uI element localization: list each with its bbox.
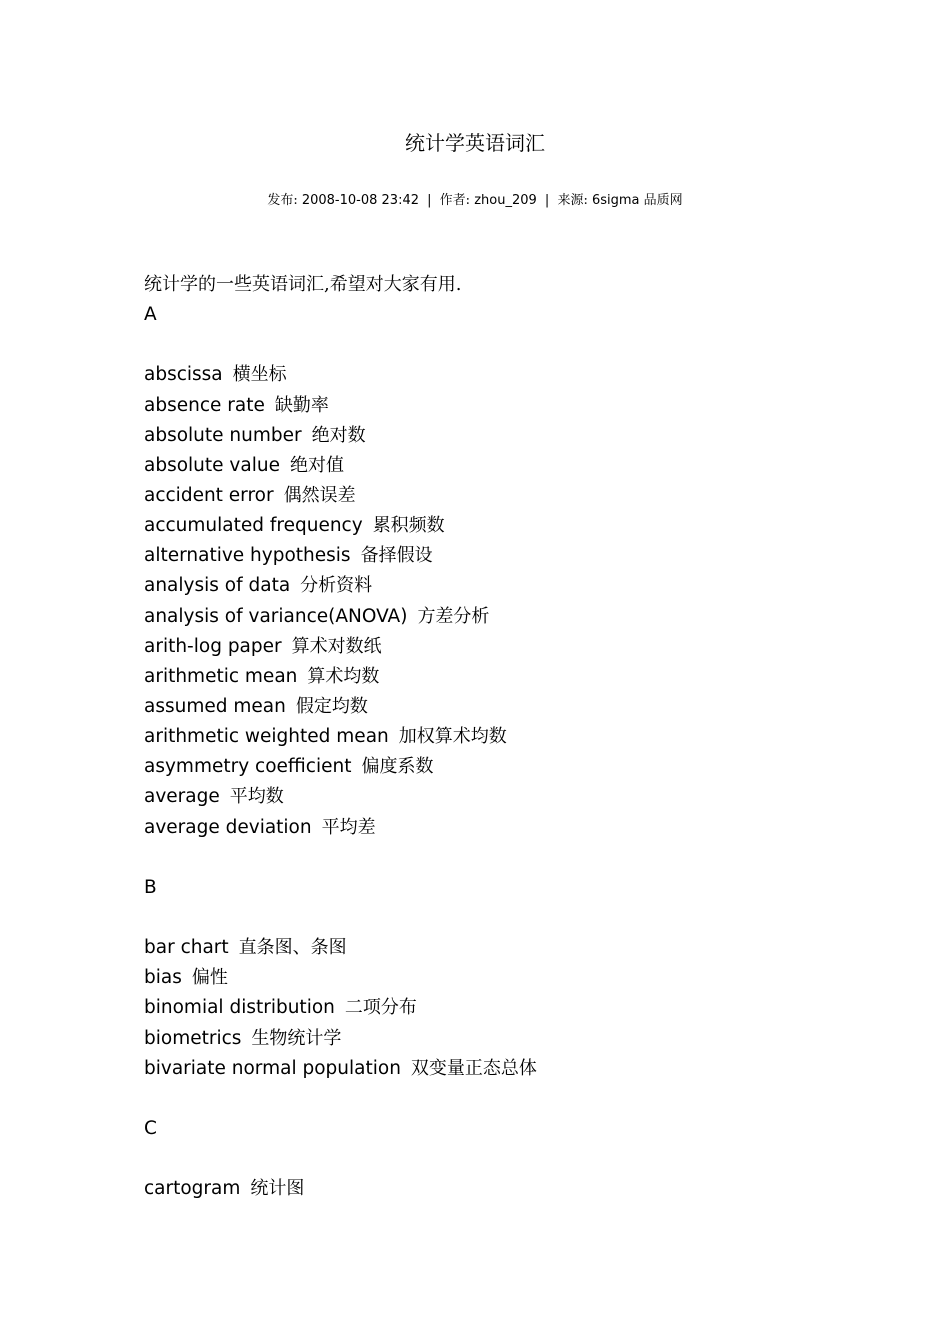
meta-separator: | [427,193,432,208]
glossary-entry [144,391,904,421]
source-label: 来源: [557,193,588,208]
term-chinese: 偏度系数 [361,756,434,778]
page-title: 统计学英语词汇 [405,131,545,155]
term-chinese: 备择假设 [360,545,433,567]
spacer [144,330,904,360]
term-chinese: 二项分布 [344,997,417,1019]
glossary-body [144,270,904,1204]
term-chinese: 绝对值 [289,454,344,476]
glossary-entry [144,752,904,782]
glossary-entry [144,692,904,722]
term-english: cartogram [144,1178,241,1200]
term-chinese: 分析资料 [300,575,373,597]
term-english: asymmetry coefficient [144,756,352,778]
term-english: analysis of variance(ANOVA) [144,605,408,627]
term-chinese: 绝对数 [311,424,366,446]
term-english: arith-log paper [144,635,282,657]
term-chinese: 生物统计学 [251,1027,342,1049]
source-suffix: 品质网 [643,193,683,208]
spacer [144,903,904,933]
term-chinese: 统计图 [250,1178,305,1200]
term-chinese: 偶然误差 [283,484,356,506]
glossary-entry [144,1174,904,1204]
glossary-entry [144,1054,904,1084]
term-chinese: 平均差 [321,816,376,838]
term-english: binomial distribution [144,997,335,1019]
term-chinese: 加权算术均数 [398,726,507,748]
glossary-entry [144,662,904,692]
author-label: 作者: [439,193,471,208]
term-english: average deviation [144,816,312,838]
intro-text: 统计学的一些英语词汇,希望对大家有用. [144,274,462,295]
term-english: accident error [144,484,274,506]
author-name: zhou_209 [474,193,537,208]
glossary-entry [144,782,904,812]
term-chinese: 算术均数 [307,665,380,687]
publish-date: 2008-10-08 23:42 [301,193,419,208]
term-english: bivariate normal population [144,1057,401,1079]
glossary-entry [144,602,904,632]
term-chinese: 缺勤率 [274,394,329,416]
glossary-entry [144,481,904,511]
term-english: accumulated frequency [144,515,363,537]
term-english: absence rate [144,394,265,416]
term-chinese: 方差分析 [417,605,490,627]
term-chinese: 算术对数纸 [291,635,382,657]
term-chinese: 平均数 [229,786,284,808]
glossary-entry [144,511,904,541]
term-english: absolute value [144,454,280,476]
term-chinese: 双变量正态总体 [410,1057,537,1079]
glossary-entry [144,451,904,481]
term-chinese: 累积频数 [372,515,445,537]
glossary-entry [144,360,904,390]
term-english: alternative hypothesis [144,545,351,567]
term-english: arithmetic weighted mean [144,726,389,748]
spacer [144,1084,904,1114]
section-letter-c: C [144,1117,157,1139]
term-english: arithmetic mean [144,665,298,687]
term-english: biometrics [144,1027,242,1049]
glossary-entry [144,632,904,662]
term-english: average [144,786,220,808]
glossary-entry [144,1024,904,1054]
term-chinese: 横坐标 [232,364,287,386]
term-english: abscissa [144,364,223,386]
glossary-entry [144,722,904,752]
term-chinese: 偏性 [191,967,228,989]
term-chinese: 假定均数 [295,695,368,717]
meta-separator: | [544,193,550,208]
source-name: 6sigma [591,193,640,208]
glossary-entry [144,571,904,601]
glossary-entry [144,993,904,1023]
spacer [144,1144,904,1174]
glossary-entry [144,421,904,451]
section-letter-b: B [144,876,157,898]
glossary-entry [144,541,904,571]
term-english: absolute number [144,424,302,446]
spacer [144,843,904,873]
term-english: analysis of data [144,575,291,597]
glossary-entry [144,813,904,843]
glossary-entry [144,963,904,993]
section-letter-a: A [144,304,157,326]
term-english: assumed mean [144,695,286,717]
term-english: bias [144,967,182,989]
glossary-entry [144,933,904,963]
article-meta [0,192,950,210]
term-english: bar chart [144,937,229,959]
publish-label: 发布: [267,193,298,208]
term-chinese: 直条图、条图 [238,937,347,959]
